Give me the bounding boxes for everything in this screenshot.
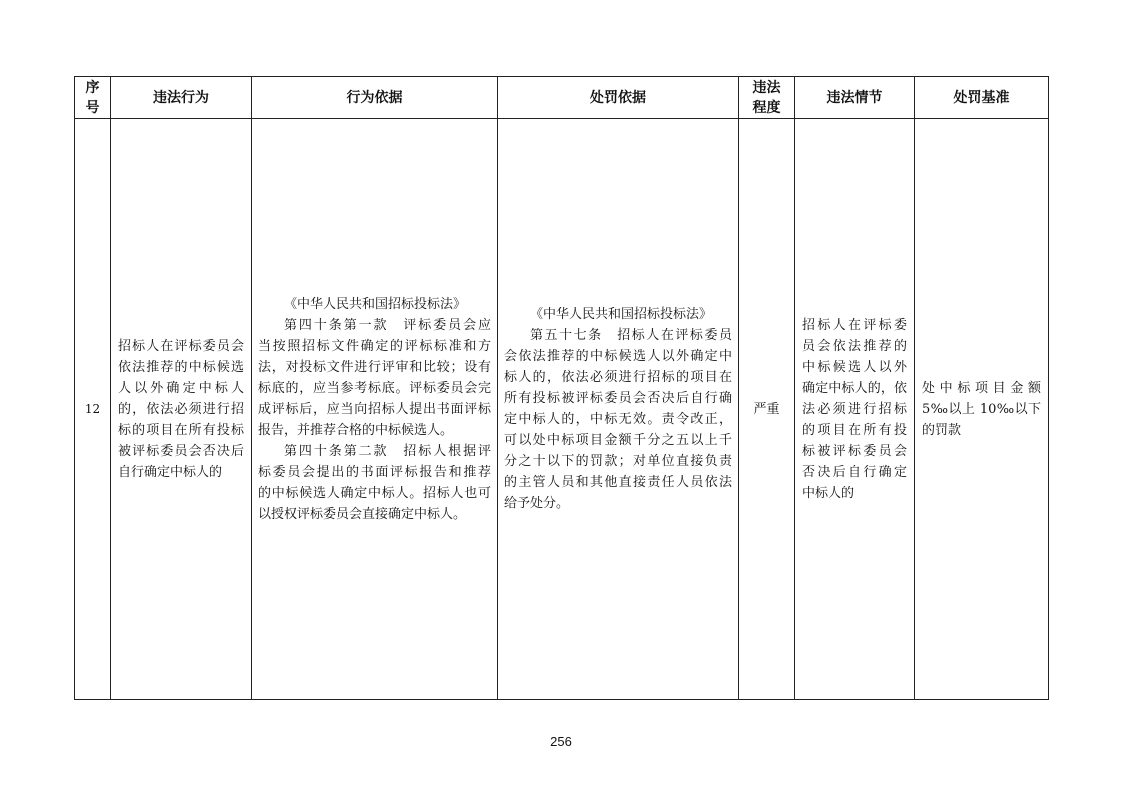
text-line: 可以处中标项目金额千分之五以上千 bbox=[504, 433, 732, 448]
text-line: 的主管人员和其他直接责任人员依法 bbox=[504, 475, 732, 490]
text-line: 成评标后，应当向招标人提出书面评标 bbox=[258, 401, 491, 417]
header-penalty-basis: 处罚依据 bbox=[498, 77, 739, 119]
text-line: 招标人在评标委 bbox=[802, 317, 907, 333]
text-line: 的中标候选人确定中标人。招标人也可 bbox=[258, 485, 491, 501]
penalty-basis-cell bbox=[498, 119, 739, 700]
violation-text bbox=[118, 336, 244, 483]
text-line: 给予处分。 bbox=[504, 496, 570, 511]
text-line: 标人的，依法必须进行招标的项目在 bbox=[504, 370, 732, 385]
text-line: 的，依法必须进行招 bbox=[118, 401, 244, 417]
text-line: 以授权评标委员会直接确定中标人。 bbox=[258, 506, 467, 522]
table-body bbox=[75, 119, 1049, 700]
header-basis: 行为依据 bbox=[252, 77, 498, 119]
text-line: 被评标委员会否决后 bbox=[118, 443, 244, 459]
text-line: 法，对投标文件进行评审和比较；设有 bbox=[258, 359, 491, 375]
text-line: 第四十条第一款 评标委员会应 bbox=[284, 317, 491, 333]
penalty-table bbox=[74, 76, 1049, 700]
header-penalty-standard: 处罚基准 bbox=[915, 77, 1049, 119]
text-line: 标的项目在所有投标 bbox=[118, 422, 244, 438]
text-line: 定中标人的，中标无效。责令改正， bbox=[504, 412, 732, 427]
header-row bbox=[75, 77, 1049, 119]
header-seq: 序 号 bbox=[75, 77, 111, 119]
page-number: 256 bbox=[550, 734, 572, 749]
text-line: 自行确定中标人的 bbox=[118, 464, 223, 480]
header-severity: 违法 程度 bbox=[739, 77, 795, 119]
table-row bbox=[75, 119, 1049, 700]
text-line: 第五十七条 招标人在评标委员 bbox=[530, 328, 732, 343]
penalty-basis-text bbox=[504, 304, 732, 514]
text-line: 标底的，应当参考标底。评标委员会完 bbox=[258, 380, 491, 396]
text-line: 第四十条第二款 招标人根据评 bbox=[284, 443, 491, 459]
header-circumstances: 违法情节 bbox=[795, 77, 915, 119]
text-line: 确定中标人的，依 bbox=[802, 380, 907, 396]
penalty-standard-text bbox=[922, 378, 1041, 441]
penalty-standard-cell bbox=[915, 119, 1049, 700]
text-line: 分之十以下的罚款；对单位直接负责 bbox=[504, 454, 732, 469]
text-line: 标被评标委员会 bbox=[802, 443, 907, 459]
text-line: 的项目在所有投 bbox=[802, 422, 907, 438]
text-line: 招标人在评标委员会 bbox=[118, 338, 244, 354]
text-line: 5‰以上 10‰以下 bbox=[922, 401, 1041, 417]
text-line: 人以外确定中标人 bbox=[118, 380, 244, 396]
text-line: 报告，并推荐合格的中标候选人。 bbox=[258, 422, 454, 438]
text-line: 否决后自行确定 bbox=[802, 464, 907, 480]
basis-cell bbox=[252, 119, 498, 700]
circumstances-text bbox=[802, 315, 907, 504]
text-line: 中标人的 bbox=[802, 485, 855, 501]
header-violation: 违法行为 bbox=[111, 77, 252, 119]
circumstances-cell bbox=[795, 119, 915, 700]
table-header bbox=[75, 77, 1049, 119]
text-line: 中标候选人以外 bbox=[802, 359, 907, 375]
text-line: 标委员会提出的书面评标报告和推荐 bbox=[258, 464, 491, 480]
severity-cell: 严重 bbox=[739, 119, 795, 700]
text-line: 会依法推荐的中标候选人以外确定中 bbox=[504, 349, 732, 364]
seq-cell: 12 bbox=[75, 119, 111, 700]
text-line: 所有投标被评标委员会否决后自行确 bbox=[504, 391, 732, 406]
text-line: 处中标项目金额 bbox=[922, 380, 1041, 396]
text-line: 依法推荐的中标候选 bbox=[118, 359, 244, 375]
text-line: 法必须进行招标 bbox=[802, 401, 907, 417]
violation-cell bbox=[111, 119, 252, 700]
law-title: 《中华人民共和国招标投标法》 bbox=[530, 307, 713, 322]
law-title: 《中华人民共和国招标投标法》 bbox=[284, 296, 467, 312]
text-line: 员会依法推荐的 bbox=[802, 338, 907, 354]
text-line: 的罚款 bbox=[922, 422, 962, 438]
text-line: 当按照招标文件确定的评标标准和方 bbox=[258, 338, 491, 354]
basis-text bbox=[258, 294, 491, 525]
